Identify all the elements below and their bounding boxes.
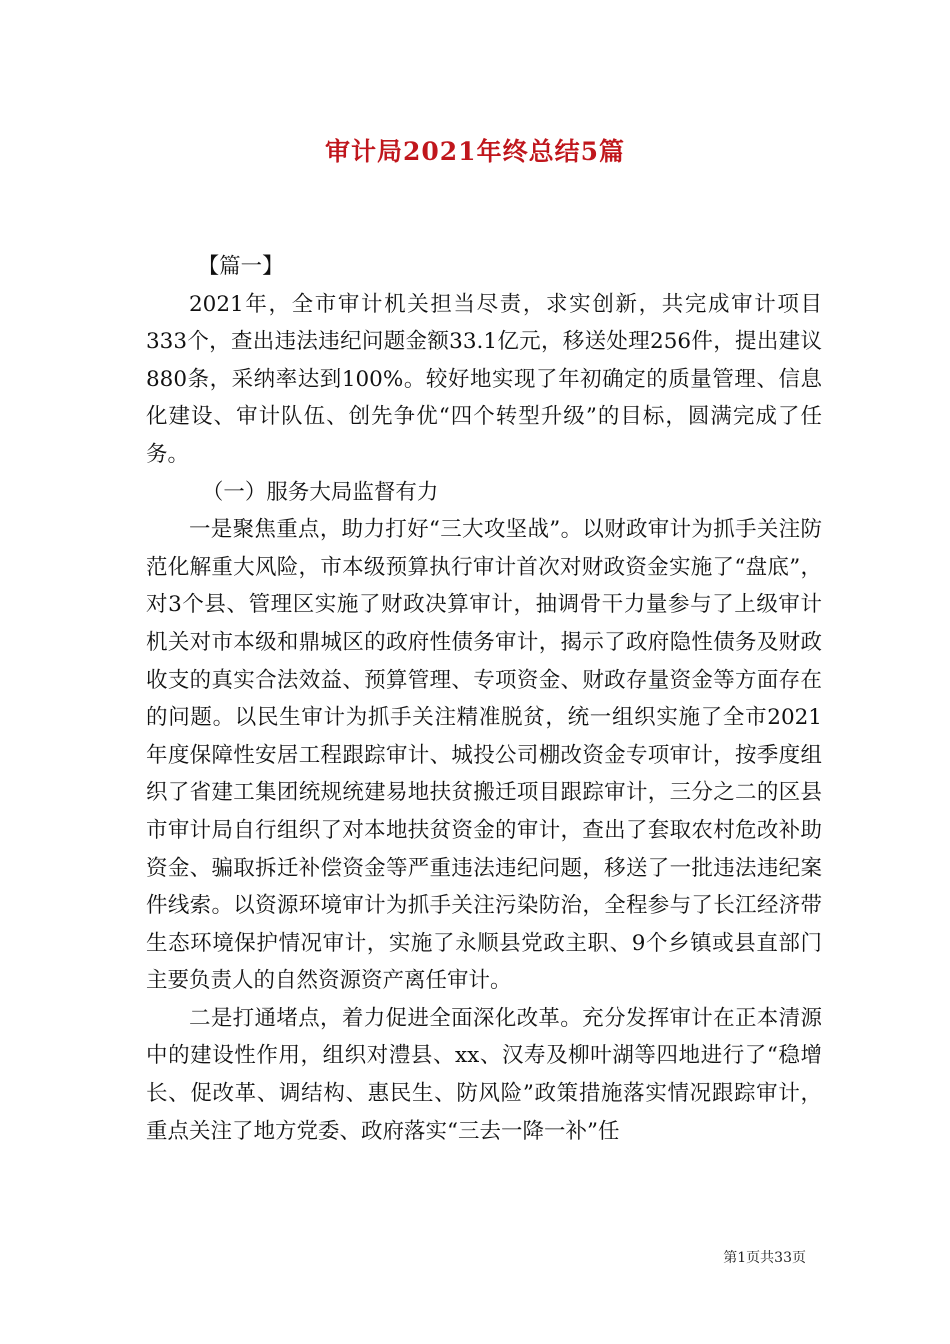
paragraph-focus: 一是聚焦重点，助力打好“三大攻坚战”。以财政审计为抓手关注防范化解重大风险，市本级预算执行审计首次对财政资金实施了“盘底”，对3个县、管理区实施了财政决算审计，抽调骨干力量参与了上级审计机关对市本级和鼎城区的政府性债务审计，揭示了政府隐性债务及财政收支的真实合法效益、预算管理、专项资金、财政存量资金等方面存在的问题。以民生审计为抓手关注精准脱贫，统一组织实施了全市2021年度保障性安居工程跟踪审计、城投公司棚改资金专项审计，按季度组织了省建工集团统规统建易地扶贫搬迁项目跟踪审计，三分之二的区县市审计局自行组织了对本地扶贫资金的审计，查出了套取农村危改补助资金、骗取拆迁补偿资金等严重违法违纪问题，移送了一批违法违纪案件线索。以资源环境审计为抓手关注污染防治，全程参与了长江经济带生态环境保护情况审计，实施了永顺县党政主职、9个乡镇或县直部门主要负责人的自然资源资产离任审计。 (146, 517, 822, 994)
document-title: 审计局2021年终总结5篇 (325, 137, 625, 166)
section-label: 【篇一】 (197, 254, 284, 279)
page-number: 第1页共33页 (723, 1250, 806, 1266)
paragraph-reform: 二是打通堵点，着力促进全面深化改革。充分发挥审计在正本清源中的建设性作用，组织对澧县、xx、汉寿及柳叶湖等四地进行了“稳增长、促改革、调结构、惠民生、防风险”政策措施落实情况跟踪审计，重点关注了地方党委、政府落实“三去一降一补”任 (146, 1005, 822, 1144)
document-body (146, 248, 822, 1150)
paragraph-intro: 2021年，全市审计机关担当尽责，求实创新，共完成审计项目333个，查出违法违纪问题金额33.1亿元，移送处理256件，提出建议880条，采纳率达到100%。较好地实现了年初确定的质量管理、信息化建设、审计队伍、创先争优“四个转型升级”的目标，圆满完成了任务。 (146, 291, 822, 467)
subheading-service: （一）服务大局监督有力 (201, 479, 439, 505)
